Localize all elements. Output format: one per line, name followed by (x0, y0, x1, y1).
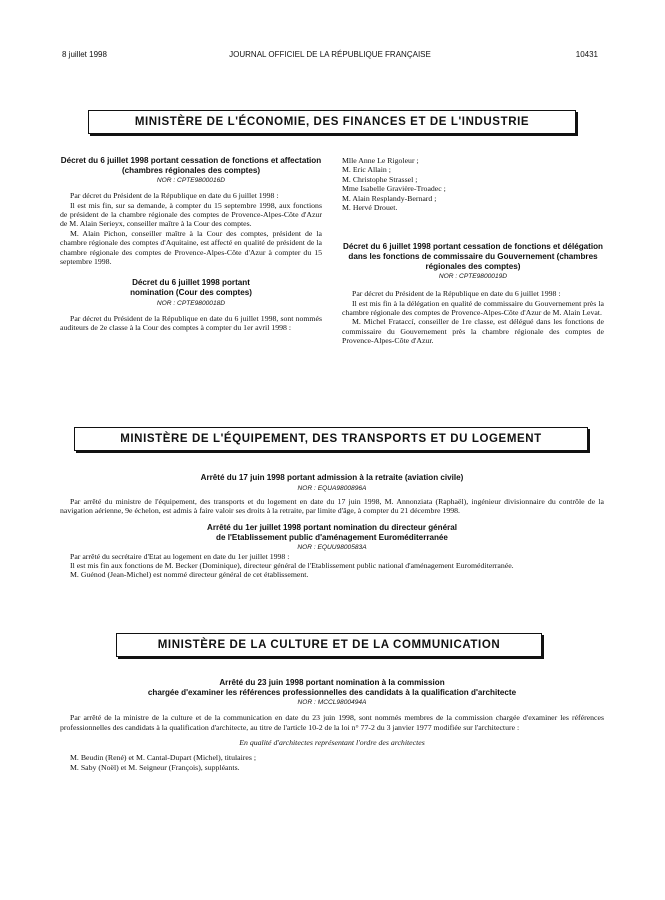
decree-paragraph: Il est mis fin, sur sa demande, à compter du 15 septembre 1998, aux fonctions de président de la chambre régionale des comptes de Provence-Alpes-Côte d'Azur de M. Alain Serieyx, conseiller maître à la Cour des comptes. (60, 200, 322, 229)
members-list (60, 753, 604, 772)
subheading-architectes: En qualité d'architectes représentant l'ordre des architectes (239, 738, 425, 747)
right-column-economie (342, 156, 604, 346)
arrete-paragraph: Il est mis fin aux fonctions de M. Becker (Dominique), directeur général de l'Etablissement public national d'aménagement Euroméditerranée. (70, 561, 514, 570)
arrete-title-line2: de l'Etablissement public d'aménagement Euroméditerranée (216, 533, 448, 542)
list-item: M. Hervé Drouet. (342, 203, 398, 213)
list-item: M. Saby (Noël) et M. Seigneur (François), suppléants. (70, 762, 240, 772)
list-item: Mlle Anne Le Rigoleur ; (342, 156, 419, 165)
list-item: M. Eric Allain ; (342, 165, 391, 175)
decree-cessation-fonctions (60, 156, 322, 266)
culture-content (60, 678, 604, 772)
nor-reference: NOR : CPTE9800019D (438, 273, 508, 281)
list-item: M. Alain Resplandy-Bernard ; (342, 193, 437, 203)
list-item: Mme Isabelle Gravière-Troadec ; (342, 184, 446, 194)
arrete-paragraph: Par arrêté du secrétaire d'Etat au logement en date du 1er juillet 1998 : (70, 551, 290, 561)
decree-paragraph: M. Michel Frataccí, conseiller de 1re classe, est délégué dans les fonctions de commissaire du Gouvernement près la chambre régionale des comptes de Provence-Alpes-Côte d'Azur. (342, 317, 604, 346)
decree-nomination-cour-des-comptes (60, 278, 322, 332)
auditors-list (342, 156, 604, 212)
nor-reference: NOR : CPTE9800016D (156, 177, 226, 185)
decree-title: Décret du 6 juillet 1998 portant nomination (Cour des comptes) (130, 278, 252, 298)
arrete-retraite-aviation (60, 473, 604, 515)
nor-reference: NOR : EQUA9800896A (297, 484, 367, 492)
arrete-paragraph: Par arrêté du ministre de l'équipement, des transports et du logement en date du 17 juin 1998, M. Annonziata (Raphaël), ingénieur divisionnaire du contrôle de la navigation aérienne, 9e échelon, est admis à faire valoir ses droits à la retraite, par limite d'âge, à compter du 21 décembre 1998. (60, 496, 604, 515)
ministry-heading-culture (116, 633, 542, 657)
ministry-heading-equipement (74, 427, 588, 451)
page-header (62, 50, 598, 62)
list-item: M. Beudin (René) et M. Cantal-Dupart (Michel), titulaires ; (70, 753, 256, 763)
nor-reference: NOR : EQUU9800583A (297, 543, 367, 551)
arrete-commission-architecte (60, 678, 604, 772)
decree-title: Décret du 6 juillet 1998 portant cessation de fonctions et affectation (chambres régionales des comptes) (60, 156, 322, 175)
header-page-number: 10431 (575, 50, 598, 59)
decree-paragraph: Par décret du Président de la République en date du 6 juillet 1998 : (70, 191, 279, 201)
header-date: 8 juillet 1998 (62, 50, 107, 59)
decree-title: Décret du 6 juillet 1998 portant cessation de fonctions et délégation dans les fonctions de commissaire du Gouvernement (chambres régionales des comptes) (343, 242, 603, 271)
ministry-heading-text: MINISTÈRE DE L'ÉCONOMIE, DES FINANCES ET DE L'INDUSTRIE (134, 116, 530, 128)
decree-paragraph: Par décret du Président de la République en date du 6 juillet 1998, sont nommés auditeurs de 2e classe à la Cour des comptes à compter du 1er avril 1998 : (60, 313, 322, 333)
decree-paragraph: Il est mis fin à la délégation en qualité de commissaire du Gouvernement près la chambre régionale des comptes de Provence-Alpes-Côte d'Azur de M. Alain Levat. (342, 298, 604, 318)
arrete-title-line2: chargée d'examiner les références professionnelles des candidats à la qualification d'architecte (147, 687, 517, 697)
arrete-paragraph: M. Guénod (Jean-Michel) est nommé directeur général de cet établissement. (70, 570, 309, 580)
arrete-title: Arrêté du 17 juin 1998 portant admission à la retraite (aviation civile) (200, 473, 464, 482)
left-column-economie (60, 156, 322, 332)
arrete-nomination-euromediterranee (60, 523, 604, 579)
arrete-title-line1: Arrêté du 23 juin 1998 portant nomination à la commission (219, 678, 445, 687)
arrete-paragraph: Par arrêté de la ministre de la culture et de la communication en date du 23 juin 1998, sont nommés membres de la commission chargée d'examiner les références professionnelles des candidats à la qualification d'architecte, au titre de l'article 10-2 de la loi n° 77-2 du 3 janvier 1977 modifiée sur l'architecture : (60, 713, 604, 732)
decree-paragraph: Par décret du Président de la République en date du 6 juillet 1998 : (352, 289, 561, 299)
decree-delegation-commissaire (342, 242, 604, 345)
header-journal-title: JOURNAL OFFICIEL DE LA RÉPUBLIQUE FRANÇAISE (229, 50, 431, 59)
ministry-heading-text: MINISTÈRE DE L'ÉQUIPEMENT, DES TRANSPORTS ET DU LOGEMENT (120, 433, 542, 445)
ministry-heading-text: MINISTÈRE DE LA CULTURE ET DE LA COMMUNICATION (157, 639, 501, 651)
nor-reference: NOR : MCCL9800494A (297, 699, 367, 707)
decree-paragraph: M. Alain Pichon, conseiller maître à la Cour des comptes, président de la chambre régionale des comptes d'Aquitaine, est affecté en qualité de président de la chambre régionale des comptes de Provence-Alpes-Côte d'Azur à compter du 15 septembre 1998. (60, 228, 322, 267)
equipement-content (60, 473, 604, 580)
nor-reference: NOR : CPTE9800018D (156, 299, 226, 307)
list-item: M. Christophe Strassel ; (342, 174, 418, 184)
arrete-title-line1: Arrêté du 1er juillet 1998 portant nomination du directeur général (206, 523, 458, 533)
ministry-heading-economie (88, 110, 576, 134)
